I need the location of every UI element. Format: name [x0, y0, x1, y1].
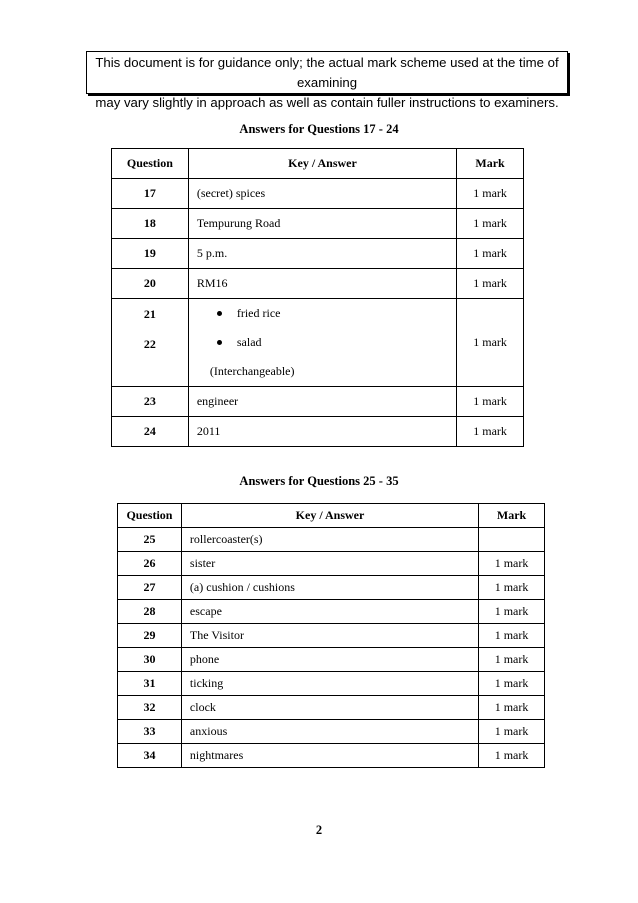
mark-text: 1 mark [457, 387, 524, 417]
answer-text: nightmares [181, 744, 478, 768]
table-row [118, 528, 545, 552]
answer-text: The Visitor [181, 624, 478, 648]
answer-text: rollercoaster(s) [181, 528, 478, 552]
question-number: 22 [143, 337, 156, 351]
guidance-notice [86, 51, 568, 110]
question-number: 29 [118, 624, 182, 648]
table-row [118, 624, 545, 648]
answer-text: ticking [181, 672, 478, 696]
answer-text: salad [236, 335, 262, 349]
question-number: 23 [112, 387, 189, 417]
question-number: 25 [118, 528, 182, 552]
question-number: 20 [112, 269, 189, 299]
table-row [112, 239, 524, 269]
table-row [118, 576, 545, 600]
table-row [112, 269, 524, 299]
answer-note: (Interchangeable) [209, 364, 295, 378]
bullet-icon [217, 311, 222, 316]
mark-text [479, 528, 545, 552]
answer-text: 2011 [188, 417, 456, 447]
table-row [112, 209, 524, 239]
answer-text: sister [181, 552, 478, 576]
mark-text: 1 mark [457, 179, 524, 209]
mark-text: 1 mark [457, 269, 524, 299]
section-heading-25-35: Answers for Questions 25 - 35 [239, 474, 399, 488]
answer-text: engineer [188, 387, 456, 417]
page-number: 2 [315, 823, 323, 837]
question-number: 18 [112, 209, 189, 239]
mark-text: 1 mark [479, 576, 545, 600]
answer-text: escape [181, 600, 478, 624]
table-row-multi [112, 299, 524, 387]
section-heading-17-24: Answers for Questions 17 - 24 [239, 122, 399, 136]
mark-text: 1 mark [457, 299, 524, 387]
answer-text: phone [181, 648, 478, 672]
bullet-icon [217, 340, 222, 345]
header-mark: Mark [479, 504, 545, 528]
mark-text: 1 mark [479, 720, 545, 744]
answer-table-17-24 [111, 148, 524, 447]
mark-text: 1 mark [479, 624, 545, 648]
mark-text: 1 mark [479, 696, 545, 720]
table-row [118, 720, 545, 744]
notice-line-2: may vary slightly in approach as well as contain fuller instructions to examiners. [95, 95, 559, 110]
question-number: 24 [112, 417, 189, 447]
question-number: 21 [143, 307, 156, 321]
table-header-row [118, 504, 545, 528]
table-row [118, 552, 545, 576]
question-number: 34 [118, 744, 182, 768]
mark-text: 1 mark [479, 552, 545, 576]
notice-line-1: This document is for guidance only; the actual mark scheme used at the time of examining [95, 55, 559, 90]
header-answer: Key / Answer [188, 149, 456, 179]
answer-text: fried rice [236, 306, 281, 320]
answer-table-25-35 [117, 503, 545, 768]
table-row [118, 672, 545, 696]
table-header-row [112, 149, 524, 179]
table-row [112, 417, 524, 447]
mark-text: 1 mark [457, 239, 524, 269]
question-number-group [112, 299, 189, 387]
header-answer: Key / Answer [181, 504, 478, 528]
answer-text: Tempurung Road [188, 209, 456, 239]
list-item [217, 299, 456, 328]
question-number: 17 [112, 179, 189, 209]
answer-text: anxious [181, 720, 478, 744]
header-mark: Mark [457, 149, 524, 179]
answer-text: (secret) spices [188, 179, 456, 209]
question-number: 26 [118, 552, 182, 576]
answer-text: RM16 [188, 269, 456, 299]
question-number: 32 [118, 696, 182, 720]
mark-text: 1 mark [479, 672, 545, 696]
answer-list [188, 299, 456, 387]
mark-text: 1 mark [479, 744, 545, 768]
question-number: 19 [112, 239, 189, 269]
table-row [112, 179, 524, 209]
list-item [217, 328, 456, 357]
table-row [118, 600, 545, 624]
question-number: 33 [118, 720, 182, 744]
question-number: 28 [118, 600, 182, 624]
answer-text: 5 p.m. [188, 239, 456, 269]
header-question: Question [112, 149, 189, 179]
mark-text: 1 mark [479, 600, 545, 624]
question-number: 30 [118, 648, 182, 672]
mark-text: 1 mark [479, 648, 545, 672]
question-number: 27 [118, 576, 182, 600]
table-row [118, 696, 545, 720]
answer-text: clock [181, 696, 478, 720]
table-row [118, 648, 545, 672]
mark-text: 1 mark [457, 209, 524, 239]
question-number: 31 [118, 672, 182, 696]
header-question: Question [118, 504, 182, 528]
answer-text: (a) cushion / cushions [181, 576, 478, 600]
table-row [118, 744, 545, 768]
mark-text: 1 mark [457, 417, 524, 447]
table-row [112, 387, 524, 417]
